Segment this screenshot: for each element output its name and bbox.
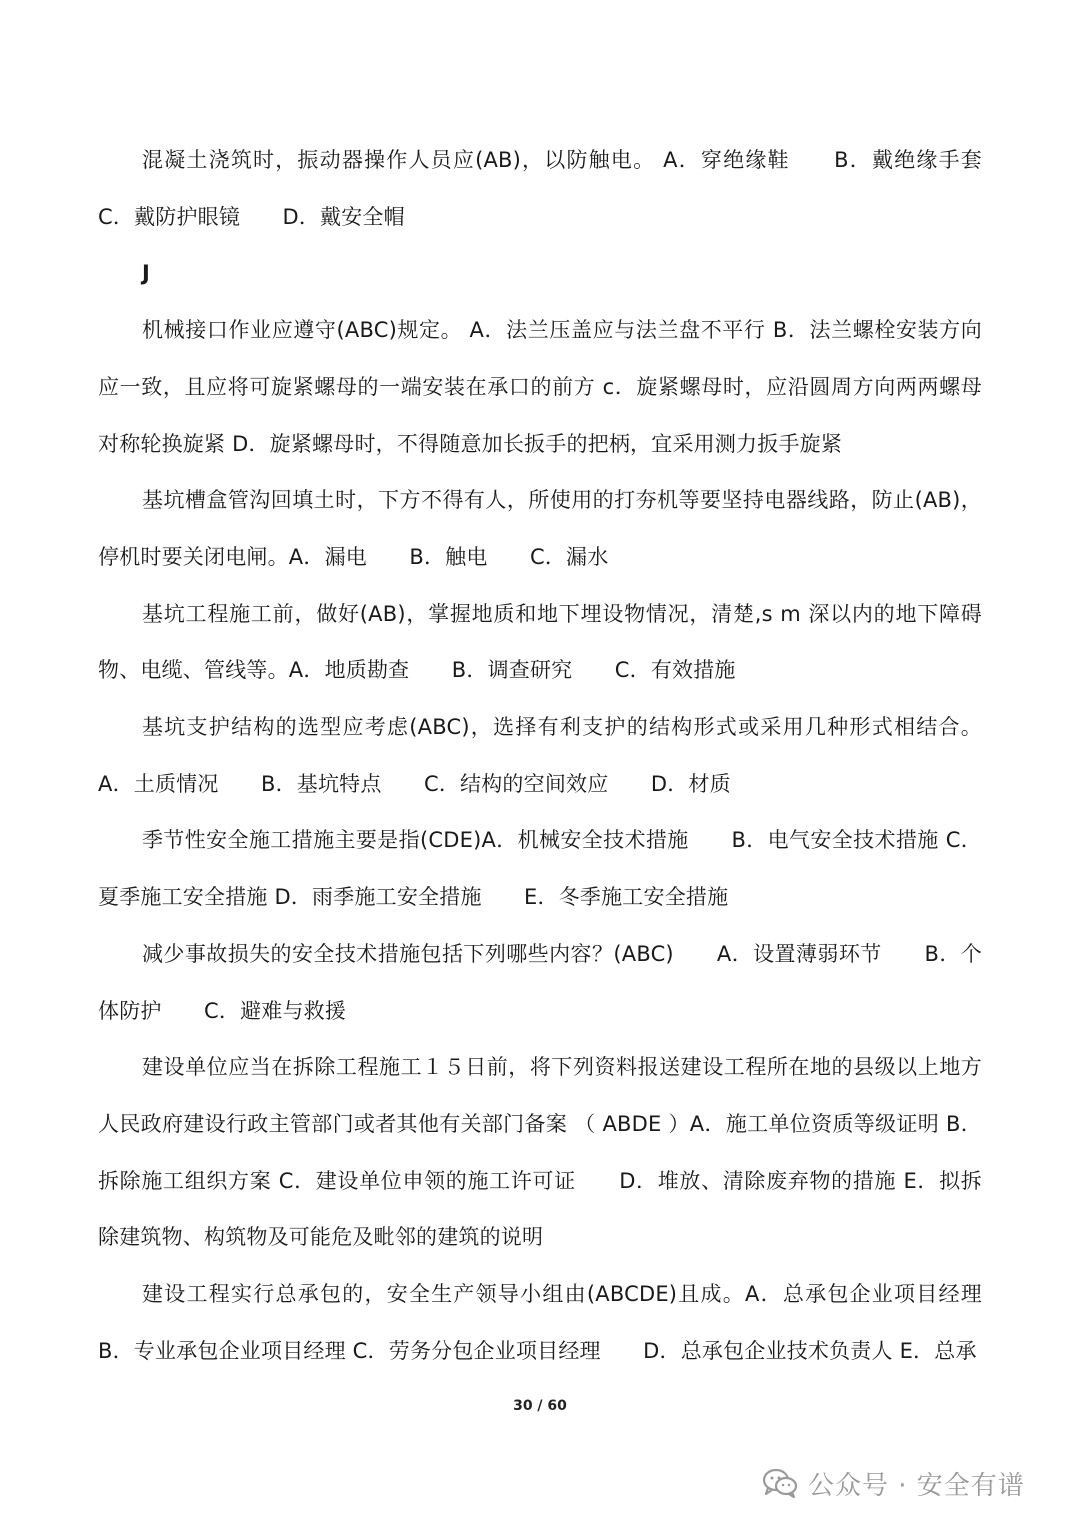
watermark-text: 公众号 · 安全有谱 — [808, 1470, 1025, 1501]
page-number: 30 / 60 — [513, 1398, 567, 1414]
question-paragraph: 季节性安全施工措施主要是指(CDE)A．机械安全技术措施 B．电气安全技术措施 C．夏季施工安全措施 D．雨季施工安全措施 E．冬季施工安全措施 — [98, 828, 982, 910]
wechat-icon — [762, 1468, 798, 1498]
question-paragraph: 基坑工程施工前，做好(AB)，掌握地质和地下埋设物情况，清楚,s m 深以内的地下障碍物、电缆、管线等。A．地质勘查 B．调查研究 C．有效措施 — [98, 601, 982, 683]
section-heading: J — [142, 261, 150, 286]
question-paragraph: 建设单位应当在拆除工程施工１５日前，将下列资料报送建设工程所在地的县级以上地方人民政府建设行政主管部门或者其他有关部门备案 （ ABDE ）A．施工单位资质等级证明 B．拆除施工组织方案 C．建设单位申领的施工许可证 D．堆放、清除废弃物的措施 E．拟拆除建筑物、构筑物及可能危及毗邻的建筑的说明 — [98, 1055, 982, 1250]
question-paragraph: 基坑槽盒管沟回填土时，下方不得有人，所使用的打夯机等要坚持电器线路，防止(AB)，停机时要关闭电闸。A．漏电 B．触电 C．漏水 — [98, 488, 982, 569]
watermark — [762, 1463, 1025, 1503]
question-paragraph: 基坑支护结构的选型应考虑(ABC)，选择有利支护的结构形式或采用几种形式相结合。 A．土质情况 B．基坑特点 C．结构的空间效应 D．材质 — [98, 715, 982, 796]
question-paragraph: 机械接口作业应遵守(ABC)规定。 A．法兰压盖应与法兰盘不平行 B．法兰螺栓安装方向应一致，且应将可旋紧螺母的一端安装在承口的前方 c．旋紧螺母时，应沿圆周方向两两螺母对称轮换旋紧 D．旋紧螺母时，不得随意加长扳手的把柄，宜采用测力扳手旋紧 — [98, 318, 982, 456]
question-paragraph: 减少事故损失的安全技术措施包括下列哪些内容？(ABC) A．设置薄弱环节 B．个体防护 C．避难与救援 — [98, 941, 982, 1023]
question-paragraph: 混凝土浇筑时，振动器操作人员应(AB)，以防触电。 A．穿绝缘鞋 B．戴绝缘手套 C．戴防护眼镜 D．戴安全帽 — [98, 148, 982, 229]
document-body — [98, 132, 982, 1379]
question-paragraph: 建设工程实行总承包的，安全生产领导小组由(ABCDE)且成。A．总承包企业项目经理 B．专业承包企业项目经理 C．劳务分包企业项目经理 D．总承包企业技术负责人 E．总承 — [98, 1282, 982, 1363]
